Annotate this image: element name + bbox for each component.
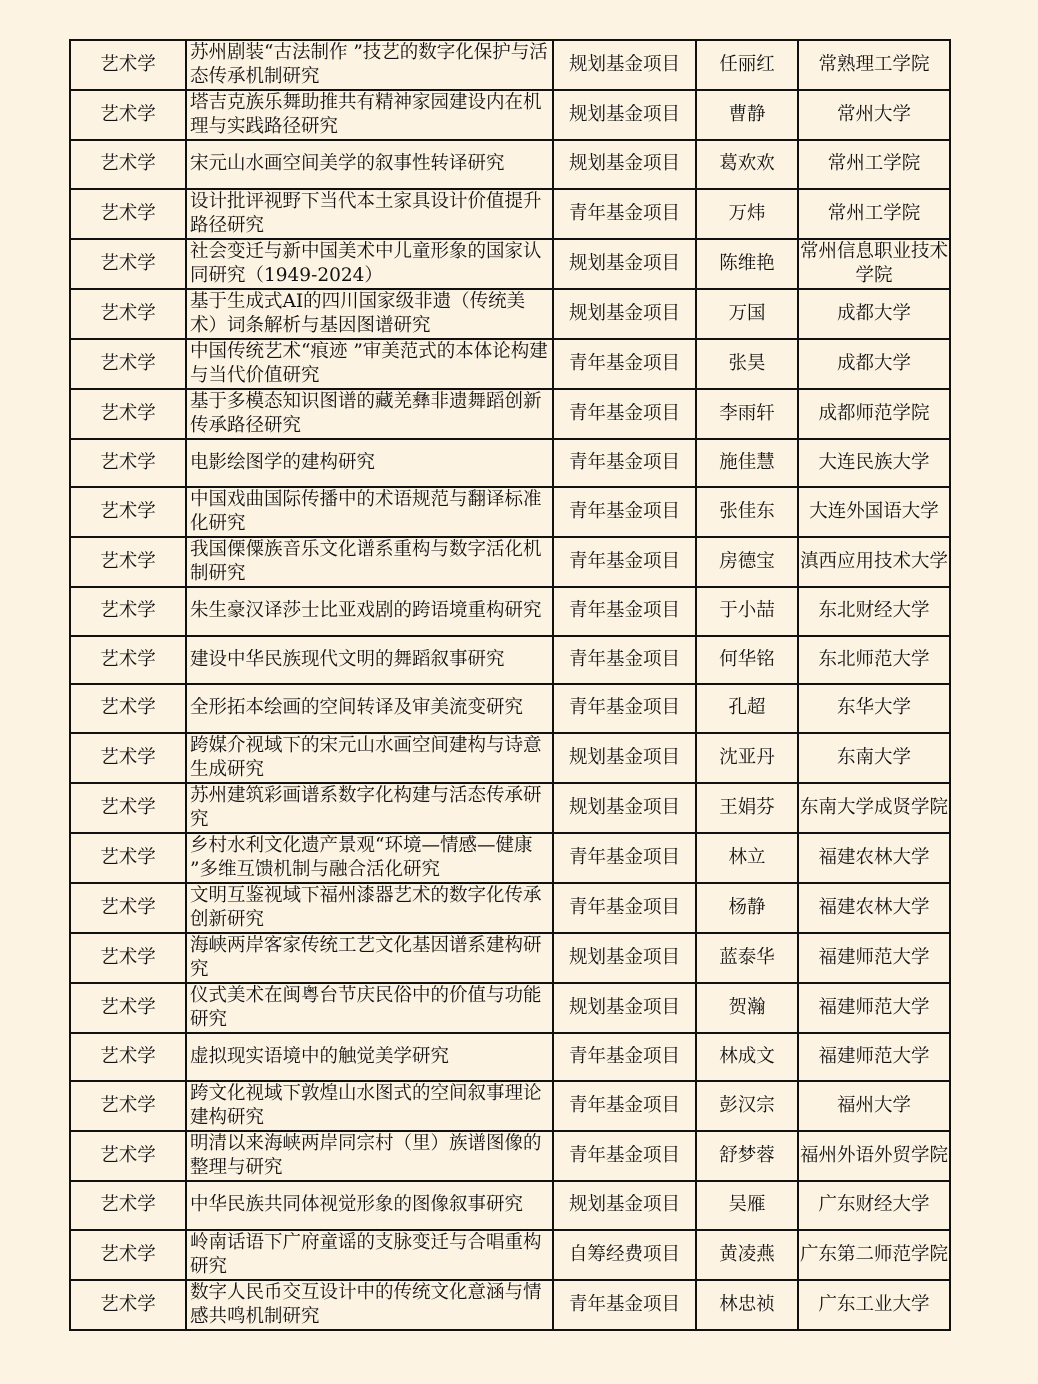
project-leader-cell: 吴雁	[696, 1181, 798, 1230]
discipline-cell: 艺术学	[70, 140, 186, 189]
project-type-cell: 青年基金项目	[553, 487, 696, 537]
institution-cell: 福建师范大学	[798, 983, 950, 1033]
institution-cell: 广东财经大学	[798, 1181, 950, 1230]
discipline-cell: 艺术学	[70, 933, 186, 983]
discipline-cell: 艺术学	[70, 1033, 186, 1082]
discipline-cell: 艺术学	[70, 339, 186, 389]
project-leader-cell: 杨静	[696, 883, 798, 933]
project-type-cell: 青年基金项目	[553, 1280, 696, 1330]
table-row	[70, 439, 950, 488]
discipline-cell: 艺术学	[70, 733, 186, 783]
project-table-body	[70, 40, 950, 1330]
discipline-cell: 艺术学	[70, 833, 186, 883]
project-leader-cell: 张昊	[696, 339, 798, 389]
project-title-cell: 岭南话语下广府童谣的支脉变迁与合唱重构研究	[186, 1230, 553, 1280]
project-title-cell: 电影绘图学的建构研究	[186, 439, 553, 488]
institution-cell: 广东工业大学	[798, 1280, 950, 1330]
project-type-cell: 青年基金项目	[553, 1033, 696, 1082]
institution-cell: 大连外国语大学	[798, 487, 950, 537]
project-title-cell: 塔吉克族乐舞助推共有精神家园建设内在机理与实践路径研究	[186, 90, 553, 140]
table-row	[70, 833, 950, 883]
table-row	[70, 189, 950, 239]
table-row	[70, 1280, 950, 1330]
discipline-cell: 艺术学	[70, 537, 186, 587]
project-leader-cell: 万炜	[696, 189, 798, 239]
project-title-cell: 海峡两岸客家传统工艺文化基因谱系建构研究	[186, 933, 553, 983]
project-title-cell: 数字人民币交互设计中的传统文化意涵与情感共鸣机制研究	[186, 1280, 553, 1330]
table-row	[70, 537, 950, 587]
institution-cell: 东北财经大学	[798, 587, 950, 636]
project-title-cell: 跨媒介视域下的宋元山水画空间建构与诗意生成研究	[186, 733, 553, 783]
institution-cell: 福建农林大学	[798, 883, 950, 933]
institution-cell: 大连民族大学	[798, 439, 950, 488]
project-type-cell: 青年基金项目	[553, 587, 696, 636]
project-title-cell: 中华民族共同体视觉形象的图像叙事研究	[186, 1181, 553, 1230]
institution-cell: 东南大学成贤学院	[798, 783, 950, 833]
project-leader-cell: 彭汉宗	[696, 1081, 798, 1131]
project-type-cell: 青年基金项目	[553, 389, 696, 439]
table-row	[70, 289, 950, 339]
project-title-cell: 基于多模态知识图谱的藏羌彝非遗舞蹈创新传承路径研究	[186, 389, 553, 439]
table-row	[70, 239, 950, 289]
institution-cell: 福建农林大学	[798, 833, 950, 883]
project-leader-cell: 施佳慧	[696, 439, 798, 488]
project-title-cell: 社会变迁与新中国美术中儿童形象的国家认同研究（1949-2024）	[186, 239, 553, 289]
project-table	[69, 39, 951, 1331]
discipline-cell: 艺术学	[70, 389, 186, 439]
project-leader-cell: 蓝泰华	[696, 933, 798, 983]
institution-cell: 福州外语外贸学院	[798, 1131, 950, 1181]
project-leader-cell: 陈维艳	[696, 239, 798, 289]
institution-cell: 常州大学	[798, 90, 950, 140]
project-title-cell: 我国傈僳族音乐文化谱系重构与数字活化机制研究	[186, 537, 553, 587]
discipline-cell: 艺术学	[70, 289, 186, 339]
project-leader-cell: 黄凌燕	[696, 1230, 798, 1280]
table-row	[70, 90, 950, 140]
project-leader-cell: 孔超	[696, 684, 798, 733]
project-type-cell: 青年基金项目	[553, 189, 696, 239]
table-row	[70, 783, 950, 833]
table-row	[70, 389, 950, 439]
discipline-cell: 艺术学	[70, 1131, 186, 1181]
project-type-cell: 青年基金项目	[553, 684, 696, 733]
discipline-cell: 艺术学	[70, 439, 186, 488]
project-type-cell: 自筹经费项目	[553, 1230, 696, 1280]
project-leader-cell: 于小喆	[696, 587, 798, 636]
institution-cell: 常州信息职业技术学院	[798, 239, 950, 289]
project-leader-cell: 曹静	[696, 90, 798, 140]
project-leader-cell: 任丽红	[696, 40, 798, 90]
discipline-cell: 艺术学	[70, 636, 186, 685]
project-leader-cell: 房德宝	[696, 537, 798, 587]
table-row	[70, 1081, 950, 1131]
institution-cell: 福建师范大学	[798, 933, 950, 983]
discipline-cell: 艺术学	[70, 90, 186, 140]
project-title-cell: 乡村水利文化遗产景观“环境—情感—健康 ”多维互馈机制与融合活化研究	[186, 833, 553, 883]
table-row	[70, 684, 950, 733]
table-row	[70, 883, 950, 933]
project-type-cell: 规划基金项目	[553, 933, 696, 983]
project-title-cell: 全形拓本绘画的空间转译及审美流变研究	[186, 684, 553, 733]
table-row	[70, 636, 950, 685]
project-type-cell: 青年基金项目	[553, 883, 696, 933]
project-leader-cell: 葛欢欢	[696, 140, 798, 189]
project-type-cell: 规划基金项目	[553, 90, 696, 140]
project-leader-cell: 万国	[696, 289, 798, 339]
project-type-cell: 规划基金项目	[553, 1181, 696, 1230]
discipline-cell: 艺术学	[70, 1181, 186, 1230]
table-row	[70, 487, 950, 537]
project-title-cell: 跨文化视域下敦煌山水图式的空间叙事理论建构研究	[186, 1081, 553, 1131]
institution-cell: 广东第二师范学院	[798, 1230, 950, 1280]
project-title-cell: 建设中华民族现代文明的舞蹈叙事研究	[186, 636, 553, 685]
table-row	[70, 733, 950, 783]
discipline-cell: 艺术学	[70, 40, 186, 90]
project-type-cell: 青年基金项目	[553, 537, 696, 587]
table-row	[70, 339, 950, 389]
project-title-cell: 仪式美术在闽粤台节庆民俗中的价值与功能研究	[186, 983, 553, 1033]
project-leader-cell: 林成文	[696, 1033, 798, 1082]
table-row	[70, 933, 950, 983]
institution-cell: 成都大学	[798, 289, 950, 339]
project-type-cell: 规划基金项目	[553, 239, 696, 289]
project-title-cell: 中国传统艺术“痕迹 ”审美范式的本体论构建与当代价值研究	[186, 339, 553, 389]
project-title-cell: 设计批评视野下当代本土家具设计价值提升路径研究	[186, 189, 553, 239]
discipline-cell: 艺术学	[70, 1280, 186, 1330]
project-leader-cell: 林立	[696, 833, 798, 883]
institution-cell: 福建师范大学	[798, 1033, 950, 1082]
project-title-cell: 朱生豪汉译莎士比亚戏剧的跨语境重构研究	[186, 587, 553, 636]
project-title-cell: 苏州剧装“古法制作 ”技艺的数字化保护与活态传承机制研究	[186, 40, 553, 90]
project-leader-cell: 沈亚丹	[696, 733, 798, 783]
project-title-cell: 宋元山水画空间美学的叙事性转译研究	[186, 140, 553, 189]
institution-cell: 常州工学院	[798, 140, 950, 189]
institution-cell: 常州工学院	[798, 189, 950, 239]
project-leader-cell: 王娟芬	[696, 783, 798, 833]
table-row	[70, 1181, 950, 1230]
project-leader-cell: 舒梦蓉	[696, 1131, 798, 1181]
project-title-cell: 苏州建筑彩画谱系数字化构建与活态传承研究	[186, 783, 553, 833]
project-type-cell: 青年基金项目	[553, 833, 696, 883]
project-title-cell: 文明互鉴视域下福州漆器艺术的数字化传承创新研究	[186, 883, 553, 933]
institution-cell: 东北师范大学	[798, 636, 950, 685]
project-type-cell: 规划基金项目	[553, 983, 696, 1033]
discipline-cell: 艺术学	[70, 487, 186, 537]
project-type-cell: 青年基金项目	[553, 439, 696, 488]
project-type-cell: 规划基金项目	[553, 140, 696, 189]
table-row	[70, 983, 950, 1033]
project-type-cell: 规划基金项目	[553, 783, 696, 833]
project-leader-cell: 何华铭	[696, 636, 798, 685]
project-leader-cell: 林忠祯	[696, 1280, 798, 1330]
discipline-cell: 艺术学	[70, 189, 186, 239]
table-row	[70, 1230, 950, 1280]
discipline-cell: 艺术学	[70, 587, 186, 636]
discipline-cell: 艺术学	[70, 239, 186, 289]
project-title-cell: 明清以来海峡两岸同宗村（里）族谱图像的整理与研究	[186, 1131, 553, 1181]
table-row	[70, 587, 950, 636]
project-title-cell: 中国戏曲国际传播中的术语规范与翻译标准化研究	[186, 487, 553, 537]
project-leader-cell: 张佳东	[696, 487, 798, 537]
table-row	[70, 1131, 950, 1181]
institution-cell: 成都大学	[798, 339, 950, 389]
institution-cell: 成都师范学院	[798, 389, 950, 439]
discipline-cell: 艺术学	[70, 1081, 186, 1131]
discipline-cell: 艺术学	[70, 684, 186, 733]
discipline-cell: 艺术学	[70, 1230, 186, 1280]
project-leader-cell: 贺瀚	[696, 983, 798, 1033]
institution-cell: 滇西应用技术大学	[798, 537, 950, 587]
project-type-cell: 青年基金项目	[553, 1131, 696, 1181]
institution-cell: 福州大学	[798, 1081, 950, 1131]
project-type-cell: 青年基金项目	[553, 636, 696, 685]
project-title-cell: 虚拟现实语境中的触觉美学研究	[186, 1033, 553, 1082]
project-leader-cell: 李雨轩	[696, 389, 798, 439]
discipline-cell: 艺术学	[70, 883, 186, 933]
table-row	[70, 140, 950, 189]
project-type-cell: 规划基金项目	[553, 733, 696, 783]
institution-cell: 东南大学	[798, 733, 950, 783]
institution-cell: 东华大学	[798, 684, 950, 733]
project-type-cell: 青年基金项目	[553, 339, 696, 389]
project-type-cell: 规划基金项目	[553, 40, 696, 90]
project-type-cell: 青年基金项目	[553, 1081, 696, 1131]
discipline-cell: 艺术学	[70, 783, 186, 833]
discipline-cell: 艺术学	[70, 983, 186, 1033]
project-title-cell: 基于生成式AI的四川国家级非遗（传统美术）词条解析与基因图谱研究	[186, 289, 553, 339]
table-row	[70, 40, 950, 90]
project-type-cell: 规划基金项目	[553, 289, 696, 339]
institution-cell: 常熟理工学院	[798, 40, 950, 90]
table-row	[70, 1033, 950, 1082]
